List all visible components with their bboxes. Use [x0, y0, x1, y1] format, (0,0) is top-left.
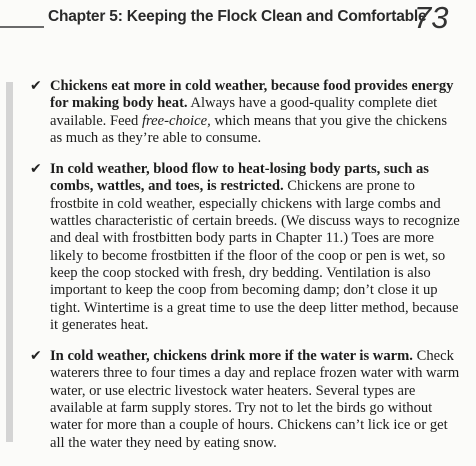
list-item — [30, 161, 460, 334]
page-number: 73 — [414, 0, 449, 35]
chapter-title: Chapter 5: Keeping the Flock Clean and Comfortable — [48, 8, 427, 25]
item-lead: In cold weather, chickens drink more if the water is warm. — [50, 348, 413, 365]
item-emphasis: free-choice, — [141, 112, 211, 129]
item-lead: Chickens eat more in cold weather, because food provides energy for making body heat. — [50, 78, 454, 112]
list-item — [30, 78, 460, 147]
header-rule — [0, 26, 44, 28]
checkmark-icon: ✔ — [30, 161, 42, 178]
item-body: Check waterers three to four times a day and replace frozen water with warm water, or use electric livestock water heaters. Several types are available at farm supply stores. Try not to let the birds go without water for more than a couple of hours. Chickens can’t lick ice or get all the water they need by eating snow. — [50, 348, 460, 451]
checkmark-icon: ✔ — [30, 348, 42, 365]
item-lead: In cold weather, blood flow to heat-losing body parts, such as combs, wattles, and toes, is restricted. — [50, 161, 429, 195]
list-item — [30, 348, 460, 452]
checkmark-icon: ✔ — [30, 78, 42, 94]
item-body: Chickens are prone to frostbite in cold weather, especially chickens with large combs and wattles characteristic of certain breeds. (We discuss ways to recognize and deal with frostbitten body parts in Chapter 11.) Toes are more likely to become frostbitten if the floor of the coop or pen is wet, so keep the coop stocked with fresh, dry bedding. Ventilation is also important to keep the coop from becoming damp; don’t close it up tight. Wintertime is a great time to use the deep litter method, because it generates heat. — [50, 178, 460, 333]
item-body: Always have a good-quality complete diet available. Feed — [50, 95, 438, 129]
bullet-list — [30, 78, 460, 466]
margin-bar — [6, 82, 13, 442]
item-body-continued: which means that you give the chickens as much as they’re able to consume. — [50, 112, 448, 146]
